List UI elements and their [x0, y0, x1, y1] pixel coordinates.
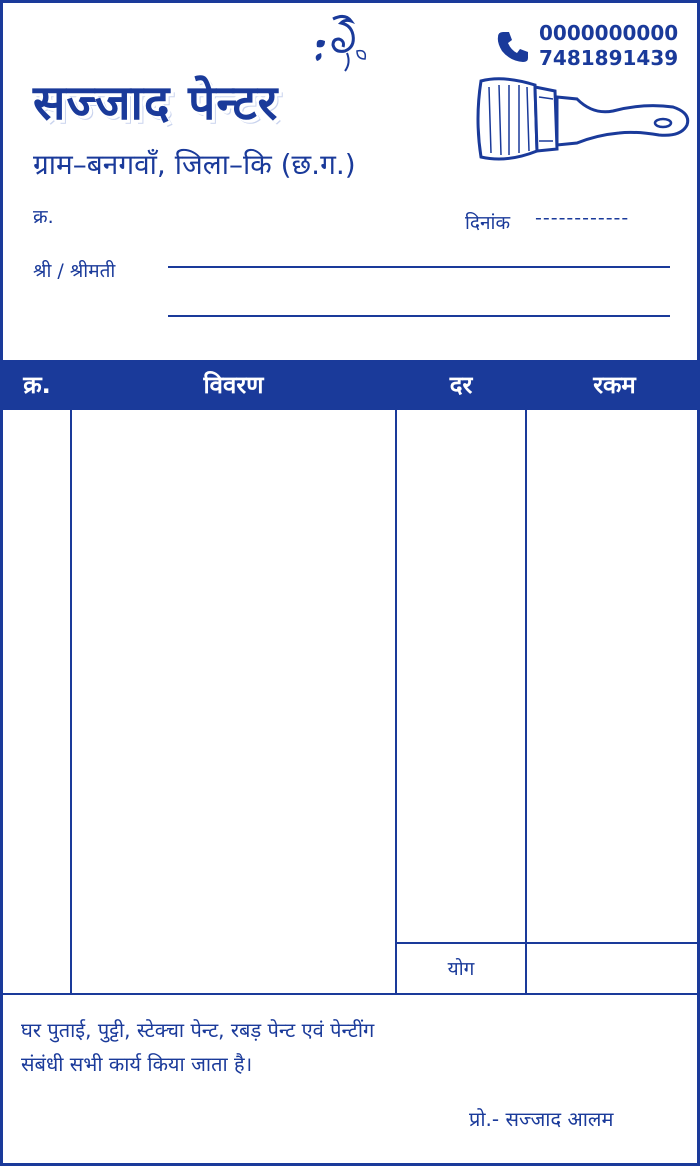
customer-name-label: श्री / श्रीमती — [33, 260, 116, 282]
table-header — [3, 360, 700, 410]
date-label: दिनांक — [465, 212, 511, 234]
ornament-icon — [311, 11, 373, 75]
proprietor-name: प्रो.- सज्जाद आलम — [469, 1107, 614, 1131]
column-header-amount: रकम — [593, 371, 636, 399]
column-divider-1 — [70, 410, 72, 994]
services-line-1: घर पुताई, पुट्टी, स्टेक्चा पेन्ट, रबड़ पेन्ट एवं पेन्टींग — [21, 1018, 375, 1042]
total-label: योग — [447, 958, 475, 980]
column-header-description: विवरण — [203, 371, 264, 399]
column-header-rate: दर — [449, 371, 473, 399]
business-address: ग्राम–बनगवाँ, जिला–कि (छ.ग.) — [33, 148, 356, 181]
column-divider-3 — [525, 410, 527, 994]
paint-brush-icon — [473, 73, 695, 167]
phone-number-2: 7481891439 — [539, 46, 679, 70]
column-divider-2 — [395, 410, 397, 994]
table-bottom-border — [3, 993, 700, 995]
phone-icon — [495, 29, 531, 65]
services-description — [21, 1013, 374, 1081]
date-field[interactable]: ------------ — [535, 207, 630, 229]
customer-name-line-2[interactable] — [168, 315, 670, 317]
total-row-divider — [395, 942, 700, 944]
phone-number-1: 0000000000 — [539, 21, 679, 45]
phone-numbers — [539, 21, 678, 71]
customer-name-line-1[interactable] — [168, 266, 670, 268]
column-header-serial: क्र. — [23, 371, 51, 399]
serial-no-label: क्र. — [33, 206, 54, 228]
brand-name: सज्जाद पेन्टर — [33, 75, 279, 131]
services-line-2: संबंधी सभी कार्य किया जाता है। — [21, 1052, 253, 1076]
